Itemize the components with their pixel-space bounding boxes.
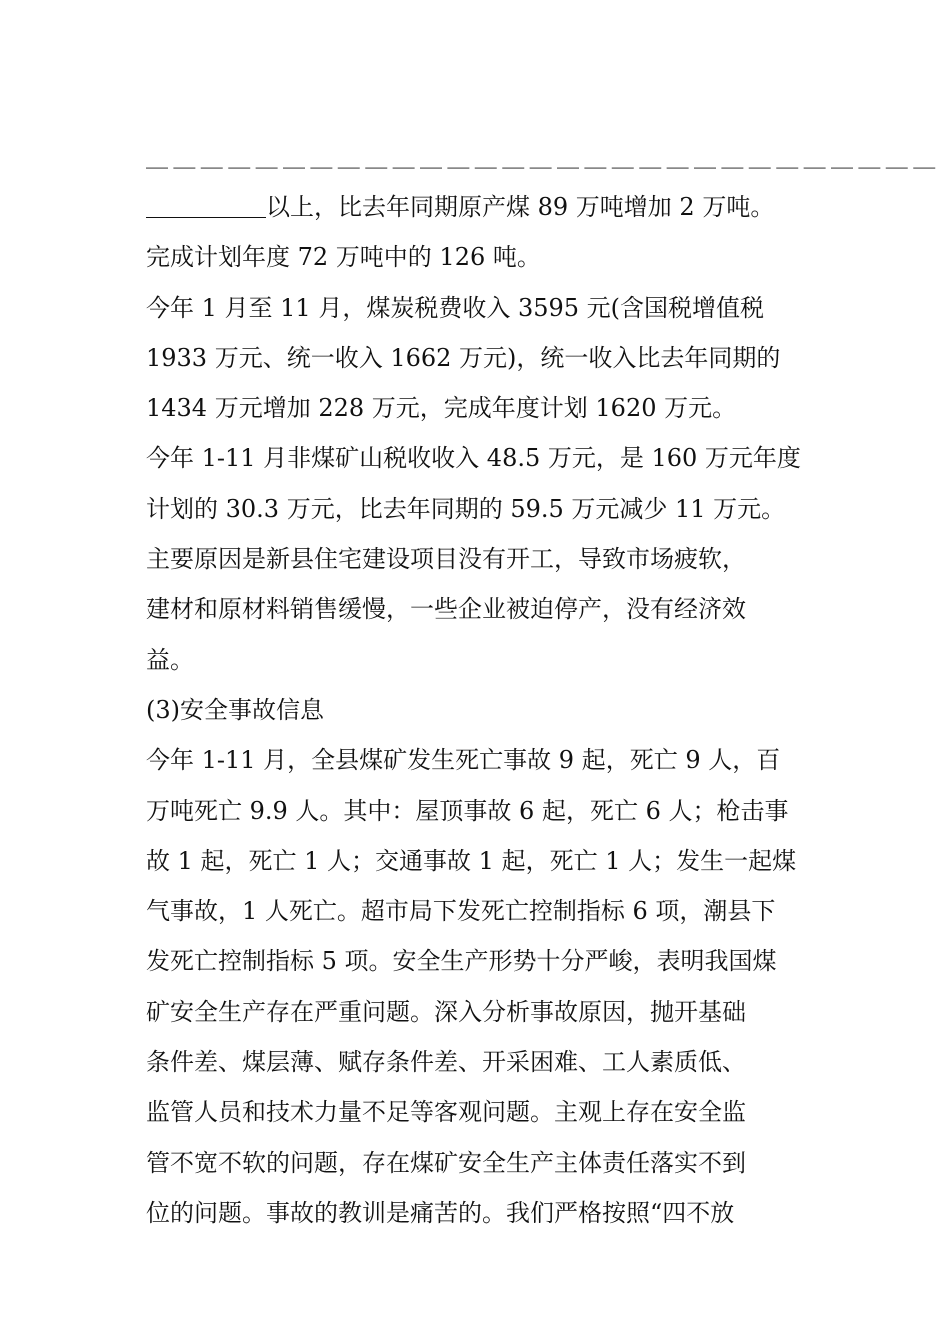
- section-heading: (3)安全事故信息: [146, 695, 324, 724]
- text-line: 1933 万元、统一收入 1662 万元)，统一收入比去年同期的: [146, 343, 781, 372]
- text-line: 条件差、煤层薄、赋存条件差、开采困难、工人素质低、: [146, 1048, 746, 1077]
- text-line: 管不宽不软的问题，存在煤矿安全生产主体责任落实不到: [146, 1148, 746, 1177]
- coal-tax-paragraph: [146, 283, 808, 434]
- text-line: 1434 万元增加 228 万元，完成年度计划 1620 万元。: [146, 394, 737, 423]
- coal-output-paragraph: [146, 182, 808, 283]
- non-coal-tax-paragraph: [146, 433, 808, 684]
- fill-in-blank-rule: ＿＿＿＿＿＿＿＿＿＿＿＿＿＿＿＿＿＿＿＿＿＿＿＿＿＿＿＿＿: [146, 147, 941, 172]
- text-line: 矿安全生产存在严重问题。深入分析事故原因，抛开基础: [146, 997, 746, 1026]
- text-line: 建材和原材料销售缓慢，一些企业被迫停产，没有经济效: [146, 595, 746, 624]
- document-page: [146, 138, 941, 1238]
- text-line: 今年 1 月至 11 月，煤炭税费收入 3595 元(含国税增值税: [146, 293, 765, 322]
- text-line: 发死亡控制指标 5 项。安全生产形势十分严峻，表明我国煤: [146, 947, 777, 976]
- text-line: 万吨死亡 9.9 人。其中：屋顶事故 6 起，死亡 6 人；枪击事: [146, 796, 789, 825]
- text-line: 完成计划年度 72 万吨中的 126 吨。: [146, 243, 541, 272]
- text-line: 主要原因是新县住宅建设项目没有开工，导致市场疲软，: [146, 545, 746, 574]
- text-line: ＿＿＿＿＿以上，比去年同期原产煤 89 万吨增加 2 万吨。: [146, 193, 775, 221]
- text-line: 计划的 30.3 万元，比去年同期的 59.5 万元减少 11 万元。: [146, 494, 786, 523]
- text-line: 气事故，1 人死亡。超市局下发死亡控制指标 6 项，潮县下: [146, 897, 776, 926]
- text-line: 位的问题。事故的教训是痛苦的。我们严格按照“四不放: [146, 1198, 735, 1227]
- text-line: 益。: [146, 645, 194, 674]
- text-line: 今年 1-11 月非煤矿山税收收入 48.5 万元，是 160 万元年度: [146, 444, 801, 473]
- safety-accident-paragraph: [146, 735, 808, 1238]
- text-line: 故 1 起，死亡 1 人；交通事故 1 起，死亡 1 人；发生一起煤: [146, 846, 797, 875]
- text-line: 今年 1-11 月，全县煤矿发生死亡事故 9 起，死亡 9 人，百: [146, 746, 781, 775]
- text-line: 监管人员和技术力量不足等客观问题。主观上存在安全监: [146, 1098, 746, 1127]
